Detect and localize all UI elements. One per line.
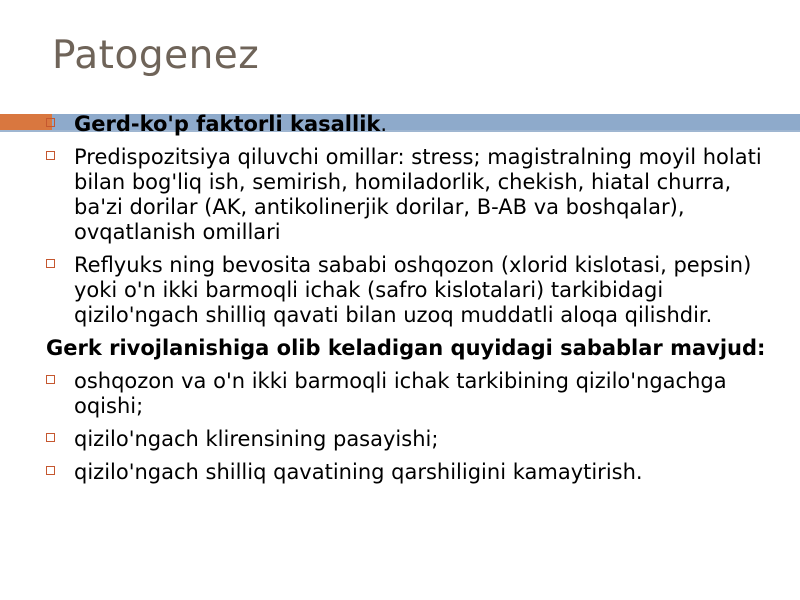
bullet-text: oshqozon va o'n ikki barmoqli ichak tarkibining qizilo'ngachga oqishi; bbox=[74, 369, 727, 418]
bullet-text: Reflyuks ning bevosita sababi oshqozon (xlorid kislotasi, pepsin) yoki o'n ikki barmoqli ichak (safro kislotalari) tarkibidagi qizilo'ngach shilliq qavati bilan uzoq muddatli aloqa qilishdir. bbox=[74, 253, 752, 327]
bullet-text: qizilo'ngach klirensining pasayishi; bbox=[74, 427, 439, 451]
bullet-bold-text: Gerd-ko'p faktorli kasallik bbox=[74, 112, 381, 136]
slide-content bbox=[46, 112, 766, 493]
bullet-item bbox=[46, 112, 766, 137]
bullet-item bbox=[46, 460, 766, 485]
accent-bar-orange bbox=[0, 114, 52, 130]
bullet-item bbox=[46, 145, 766, 245]
bullet-item bbox=[46, 427, 766, 452]
square-bullet-icon bbox=[46, 259, 55, 268]
square-bullet-icon bbox=[46, 375, 55, 384]
bullet-text: qizilo'ngach shilliq qavatining qarshiligini kamaytirish. bbox=[74, 460, 643, 484]
slide-title: Patogenez bbox=[52, 33, 260, 78]
bullet-text: . bbox=[380, 112, 388, 136]
square-bullet-icon bbox=[46, 151, 55, 160]
bullet-text: Predispozitsiya qiluvchi omillar: stress; magistralning moyil holati bilan bog'liq ish, semirish, homiladorlik, chekish, hiatal churra, ba'zi dorilar (AK, antikolinerjik dorilar, B-AB va boshqalar), ovqatlanish omillari bbox=[74, 145, 762, 244]
square-bullet-icon bbox=[46, 466, 55, 475]
square-bullet-icon bbox=[46, 433, 55, 442]
square-bullet-icon bbox=[46, 118, 55, 127]
bullet-item bbox=[46, 369, 766, 419]
bullet-item bbox=[46, 253, 766, 328]
subheading: Gerk rivojlanishiga olib keladigan quyidagi sabablar mavjud: bbox=[46, 336, 766, 360]
